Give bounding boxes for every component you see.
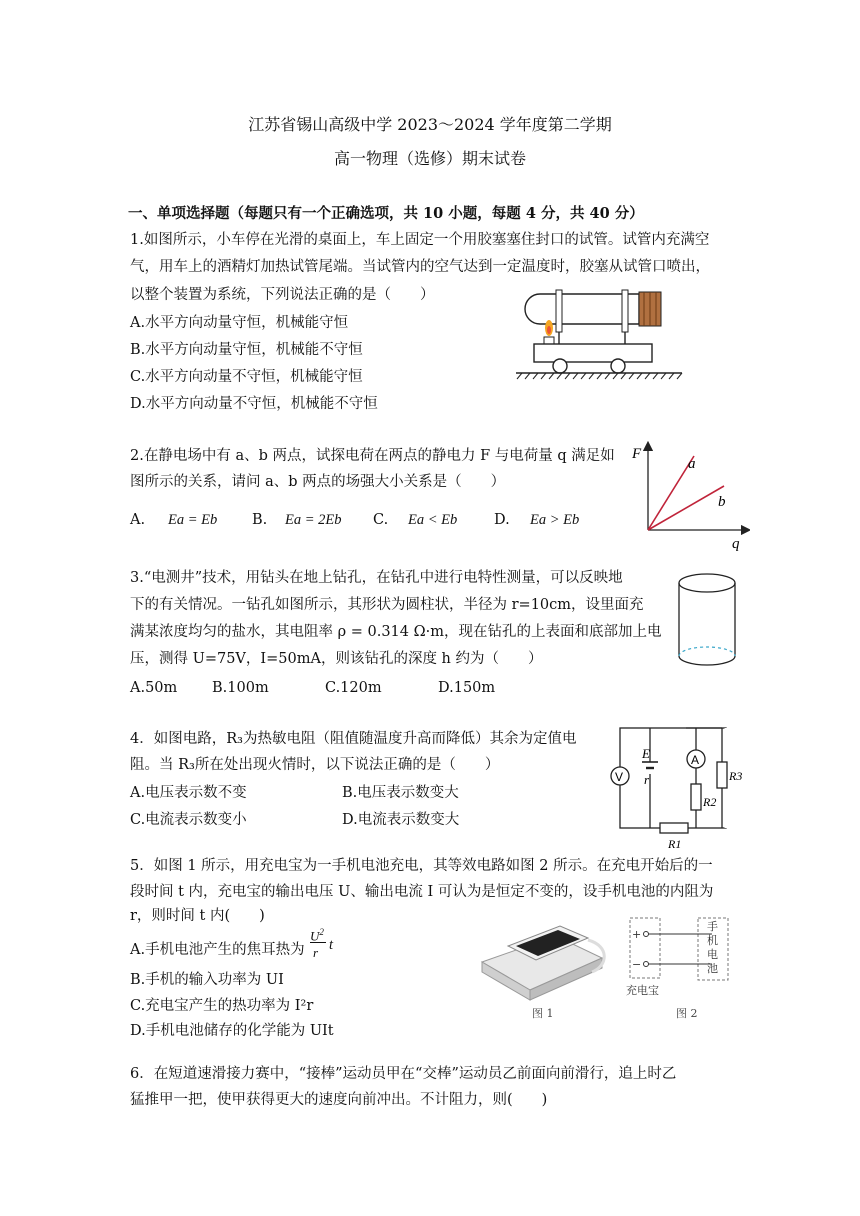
q2-option-c: Ea < Eb [408,512,458,528]
q6-line2: 猛推甲一把，使甲获得更大的速度向前冲出。不计阻力，则( ) [130,1092,548,1108]
q5-circuit-figure [626,916,738,1020]
q5-fig2-minus: − [632,958,642,971]
q5-a-numerator: $U^2$ [310,927,324,944]
q2-fig-axis-q: q [732,536,740,552]
q4-fig-internal-r: r [644,772,650,787]
q6-line1: 6．在短道速滑接力赛中，“接棒”运动员甲在“交棒”运动员乙前面向前滑行，追上时乙 [130,1066,677,1082]
q5-line3: r，则时间 t 内( ) [130,908,265,924]
q3-line2: 下的有关情况。一钻孔如图所示，其形状为圆柱状，半径为 r=10cm，设里面充 [130,597,644,613]
q1-line3: 以整个装置为系统，下列说法正确的是（ ） [130,287,435,303]
q2-option-a-label: A. [130,512,146,528]
q5-fig1-caption: 图 1 [532,1007,554,1020]
q5-option-d: D.手机电池储存的化学能为 UIt [130,1023,334,1039]
q4-fig-ammeter: A [691,753,700,767]
q2-option-b-label: B. [252,512,268,528]
q5-fig2-plus: + [632,928,642,941]
q2-option-c-label: C. [373,512,389,528]
q5-fig2-phone-char3: 电 [707,948,718,961]
q4-option-b: B.电压表示数变大 [342,785,459,801]
q5-fig2-phone-char2: 机 [707,934,718,947]
q3-option-d: D.150m [438,680,496,696]
q5-fig2-caption: 图 2 [676,1007,698,1020]
q5-option-b: B.手机的输入功率为 UI [130,972,284,988]
q4-option-a: A.电压表示数不变 [130,785,247,801]
q2-option-b: Ea = 2Eb [285,512,342,528]
q4-option-d: D.电流表示数变大 [342,812,460,828]
q4-fig-emf: E [642,746,650,761]
q4-option-c: C.电流表示数变小 [130,812,247,828]
exam-subtitle: 高一物理（选修）期末试卷 [333,149,526,168]
q5-a-denominator: r [313,945,319,960]
exam-title: 江苏省锡山高级中学 2023～2024 学年度第二学期 [248,115,612,134]
q4-line1: 4．如图电路，R₃为热敏电阻（阻值随温度升高而降低）其余为定值电 [130,731,577,747]
q4-fig-voltmeter: V [615,770,624,784]
q5-a-fraction-bar [310,942,326,943]
q2-graph-figure [628,438,750,552]
q1-option-d: D.水平方向动量不守恒，机械能不守恒 [130,396,378,412]
q5-powerbank-figure [476,916,618,1020]
q4-circuit-figure [604,722,750,852]
q3-line4: 压，测得 U=75V，I=50mA，则该钻孔的深度 h 约为（ ） [130,651,543,667]
q4-fig-r3: R3 [729,769,743,783]
q1-cart-figure [514,282,684,382]
q2-fig-line-b: b [718,494,726,510]
q3-option-b: B.100m [212,680,269,696]
q2-option-d: Ea > Eb [530,512,580,528]
q5-fig2-phone-char4: 池 [707,962,718,975]
q3-option-c: C.120m [325,680,382,696]
q3-line1: 3.“电测井”技术，用钻头在地上钻孔，在钻孔中进行电特性测量，可以反映地 [130,570,623,586]
q3-option-a: A.50m [130,680,178,696]
q1-line2: 气，用车上的酒精灯加热试管尾端。当试管内的空气达到一定温度时，胶塞从试管口喷出， [130,259,710,275]
q5-fig2-powerbank-label: 充电宝 [626,984,659,997]
q5-option-c: C.充电宝产生的热功率为 I²r [130,998,314,1014]
q1-option-a: A.水平方向动量守恒，机械能守恒 [130,315,349,331]
q1-option-b: B.水平方向动量守恒，机械能不守恒 [130,342,363,358]
q2-option-d-label: D. [494,512,510,528]
q2-line1: 2.在静电场中有 a、b 两点，试探电荷在两点的静电力 F 与电荷量 q 满足如 [130,448,615,464]
q2-fig-line-a: a [688,456,696,472]
q2-option-a: Ea = Eb [168,512,218,528]
section-heading: 一、单项选择题（每题只有一个正确选项，共 10 小题，每题 4 分，共 40 分） [128,205,644,222]
q3-line3: 满某浓度均匀的盐水，其电阻率 ρ = 0.314 Ω·m，现在钻孔的上表面和底部加上电 [130,624,662,640]
q4-fig-r1: R1 [668,837,682,851]
q4-fig-r2: R2 [703,795,717,809]
q1-option-c: C.水平方向动量不守恒，机械能守恒 [130,369,363,385]
q1-line1: 1.如图所示，小车停在光滑的桌面上，车上固定一个用胶塞塞住封口的试管。试管内充满空 [130,232,710,248]
q2-line2: 图所示的关系，请问 a、b 两点的场强大小关系是（ ） [130,474,506,490]
q3-cylinder-figure [672,570,742,670]
q5-line1: 5．如图 1 所示，用充电宝为一手机电池充电，其等效电路如图 2 所示。在充电开始后的一 [130,858,713,874]
q5-option-a: A.手机电池产生的焦耳热为 [130,942,305,958]
q5-a-time: t [329,937,334,953]
q2-fig-axis-f: F [632,446,642,462]
q5-fig2-phone-char1: 手 [707,920,718,933]
q4-line2: 阻。当 R₃所在处出现火情时，以下说法正确的是（ ） [130,757,500,773]
q5-line2: 段时间 t 内，充电宝的输出电压 U、输出电流 I 可认为是恒定不变的，设手机电池的内阻为 [130,884,714,900]
